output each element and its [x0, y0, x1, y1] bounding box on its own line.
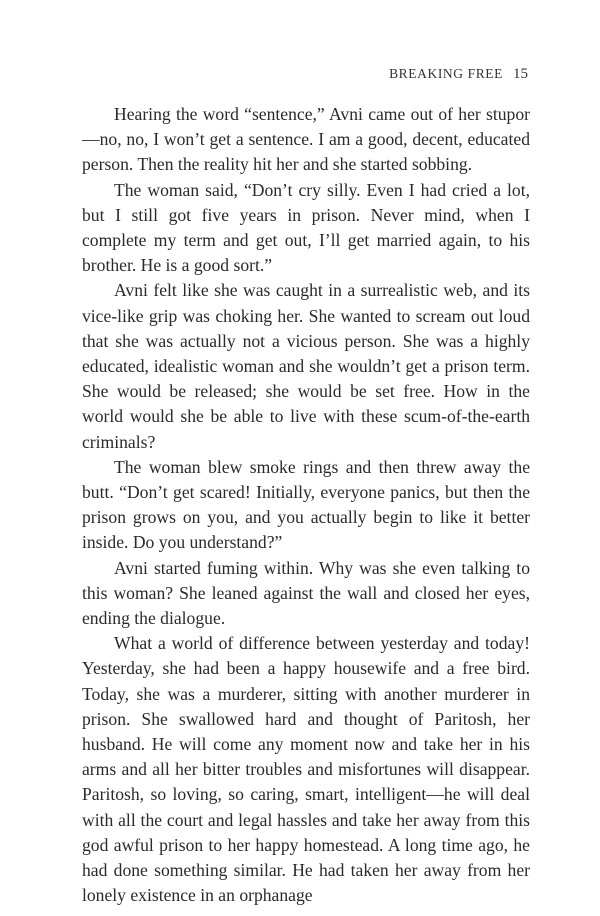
paragraph: Hearing the word “sentence,” Avni came out of her stupor—no, no, I won’t get a sentence. I am a good, decent, educated person. Then the reality hit her and she started sobbing.	[82, 104, 530, 175]
paragraph: Avni started fuming within. Why was she even talking to this woman? She leaned against the wall and closed her eyes, ending the dialogue.	[82, 557, 530, 629]
paragraph: What a world of difference between yesterday and today! Yesterday, she had been a happy housewife and a free bird. Today, she was a murderer, sitting with another murderer in prison. She swallowed hard and thought of Paritosh, her husband. He will come any moment now and take her in his arms and all her bitter troubles and misfortunes will disappear. Paritosh, so loving, so caring, smart, intelligent—he will deal with all the court and legal hassles and take her away from this god awful prison to her happy homestead. A long time ago, he had done something similar. He had taken her away from her lonely existence in an orphanage	[82, 633, 530, 906]
book-title: BREAKING FREE	[389, 66, 503, 81]
paragraph: The woman said, “Don’t cry silly. Even I had cried a lot, but I still got five years in prison. Never mind, when I complete my term and get out, I’ll get married again, to his brother. He is a good sort.”	[82, 179, 530, 276]
page-number: 15	[513, 66, 528, 82]
paragraph: Avni felt like she was caught in a surrealistic web, and its vice-like grip was choking her. She wanted to scream out loud that she was actually not a vicious person. She was a highly educated, idealistic woman and she wouldn’t get a prison term. She would be released; she would be set free. How in the world would she be able to live with these scum-of-the-earth criminals?	[82, 280, 530, 452]
running-header	[389, 66, 528, 83]
paragraph: The woman blew smoke rings and then threw away the butt. “Don’t get scared! Initially, everyone panics, but then the prison grows on you, and you actually begin to like it better inside. Do you understand?”	[82, 456, 530, 553]
body-text	[82, 102, 530, 909]
